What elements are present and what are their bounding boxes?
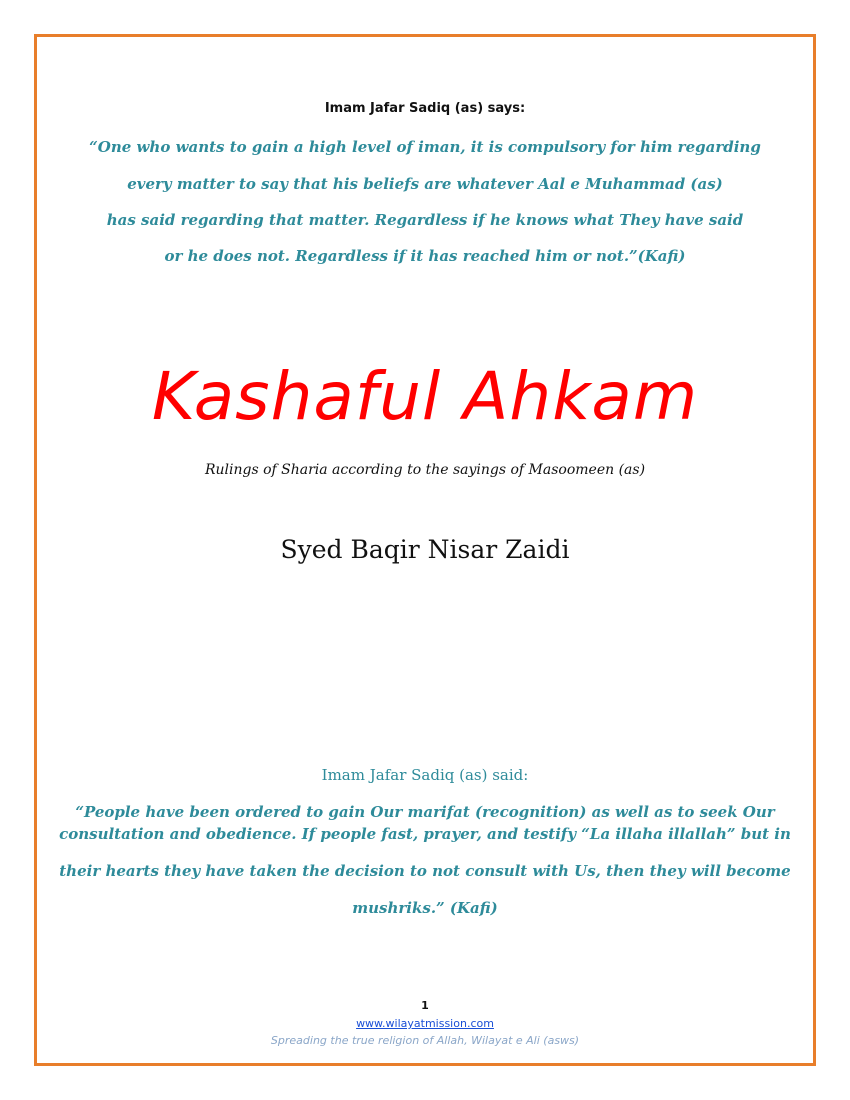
book-author: Syed Baqir Nisar Zaidi — [280, 535, 570, 564]
second-quote-line: their hearts they have taken the decision to not consult with Us, then they will become — [59, 862, 791, 880]
second-quote-line: “People have been ordered to gain Our marifat (recognition) as well as to seek Our — [75, 803, 775, 821]
book-subtitle: Rulings of Sharia according to the sayings of Masoomeen (as) — [204, 462, 646, 478]
second-quote-heading: Imam Jafar Sadiq (as) said: — [321, 766, 529, 784]
footer-tagline: Spreading the true religion of Allah, Wilayat e Ali (asws) — [270, 1034, 580, 1047]
top-quote-line: “One who wants to gain a high level of iman, it is compulsory for him regarding — [89, 138, 761, 156]
top-quote-line: every matter to say that his beliefs are whatever Aal e Muhammad (as) — [127, 175, 723, 193]
second-quote-line: consultation and obedience. If people fast, prayer, and testify “La illaha illallah” but in — [59, 825, 791, 843]
page-number: 1 — [421, 999, 429, 1012]
book-title: Kashaful Ahkam — [151, 358, 699, 435]
second-quote-line: mushriks.” (Kafi) — [352, 899, 498, 917]
top-quote-heading: Imam Jafar Sadiq (as) says: — [324, 101, 526, 116]
website-link[interactable]: www.wilayatmission.com — [356, 1017, 494, 1030]
top-quote-line: or he does not. Regardless if it has reached him or not.”(Kafi) — [164, 247, 686, 265]
footer-website — [0, 1017, 850, 1030]
top-quote-line: has said regarding that matter. Regardless if he knows what They have said — [106, 211, 744, 229]
